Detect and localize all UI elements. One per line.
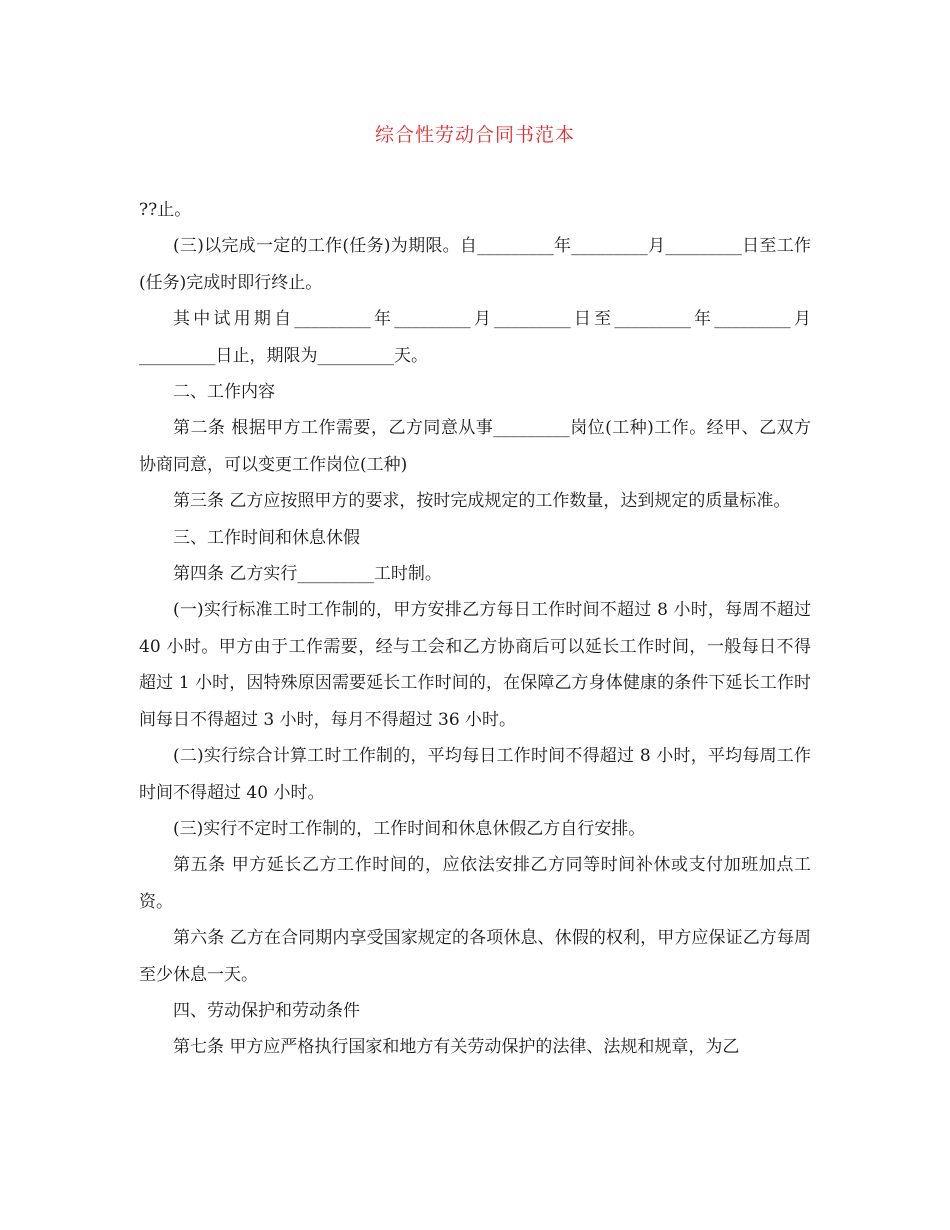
paragraph: (三)以完成一定的工作(任务)为期限。自_________年_________月_________日至工作(任务)完成时即行终止。	[139, 236, 811, 293]
paragraph: 第三条 乙方应按照甲方的要求，按时完成规定的工作数量，达到规定的质量标准。	[173, 491, 791, 512]
paragraph: ??止。	[139, 200, 192, 220]
document-title: 综合性劳动合同书范本	[374, 124, 575, 146]
paragraph: 其中试用期自_________年_________月_________日至_________年_________月_________日止，期限为_________天。	[139, 309, 811, 366]
paragraph: 第四条 乙方实行_________工时制。	[173, 564, 442, 585]
paragraph: (一)实行标准工时工作制的，甲方安排乙方每日工作时间不超过 8 小时，每周不超过 40 小时。甲方由于工作需要，经与工会和乙方协商后可以延长工作时间，一般每日不得超过 1 小时，因特殊原因需要延长工作时间的，在保障乙方身体健康的条件下延长工作时间每日不得超过 3 小时，每月不得超过 36 小时。	[139, 600, 811, 730]
document-body	[139, 192, 811, 1066]
paragraph: 第二条 根据甲方工作需要，乙方同意从事_________岗位(工种)工作。经甲、乙双方协商同意，可以变更工作岗位(工种)	[139, 418, 811, 475]
paragraph: 第六条 乙方在合同期内享受国家规定的各项休息、休假的权利，甲方应保证乙方每周至少休息一天。	[139, 928, 811, 985]
paragraph: 三、工作时间和休息休假	[173, 527, 360, 548]
paragraph: (三)实行不定时工作制的，工作时间和休息休假乙方自行安排。	[173, 818, 646, 839]
paragraph: (二)实行综合计算工时工作制的，平均每日工作时间不得超过 8 小时，平均每周工作时间不得超过 40 小时。	[139, 746, 811, 803]
paragraph: 二、工作内容	[173, 382, 275, 403]
paragraph: 四、劳动保护和劳动条件	[173, 1000, 360, 1021]
paragraph: 第五条 甲方延长乙方工作时间的，应依法安排乙方同等时间补休或支付加班加点工资。	[139, 855, 811, 912]
paragraph: 第七条 甲方应严格执行国家和地方有关劳动保护的法律、法规和规章，为乙	[173, 1037, 740, 1058]
